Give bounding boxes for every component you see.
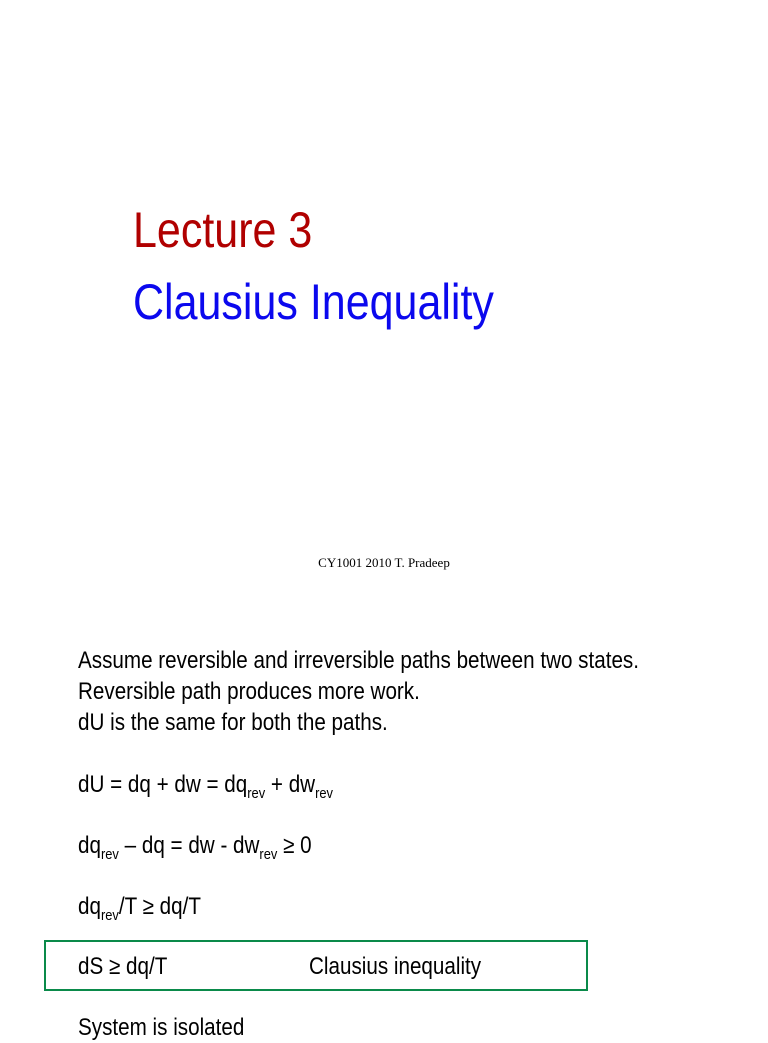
system-isolated-line: System is isolated <box>78 1014 245 1041</box>
intro-line-1: Assume reversible and irreversible paths between two states. <box>78 647 639 674</box>
lecture-subtitle: Clausius Inequality <box>133 274 494 330</box>
equation-heat-b: – dq = dw - dw <box>118 832 260 859</box>
equation-ratio-sub1: rev <box>100 907 119 924</box>
equation-energy-sub1: rev <box>247 785 266 802</box>
equation-heat-difference <box>78 830 312 861</box>
equation-energy-mid: + dw <box>265 771 316 798</box>
equation-ratio-a: dq <box>78 893 101 920</box>
course-footer: CY1001 2010 T. Pradeep <box>318 555 450 570</box>
equation-heat-sub2: rev <box>259 846 278 863</box>
equation-ratio-b: /T ≥ dq/T <box>118 893 201 920</box>
equation-heat-sub1: rev <box>100 846 119 863</box>
equation-energy <box>78 769 333 800</box>
intro-line-2: Reversible path produces more work. <box>78 678 420 705</box>
intro-line-3: dU is the same for both the paths. <box>78 709 388 736</box>
equation-heat-c: ≥ 0 <box>277 832 312 859</box>
equation-heat-a: dq <box>78 832 101 859</box>
boxed-formula: dS ≥ dq/T <box>78 953 168 980</box>
lecture-title: Lecture 3 <box>133 202 313 258</box>
boxed-label: Clausius inequality <box>309 953 482 980</box>
equation-entropy-ratio <box>78 891 201 922</box>
equation-energy-sub2: rev <box>315 785 334 802</box>
equation-energy-lhs: dU = dq + dw = dq <box>78 771 248 798</box>
